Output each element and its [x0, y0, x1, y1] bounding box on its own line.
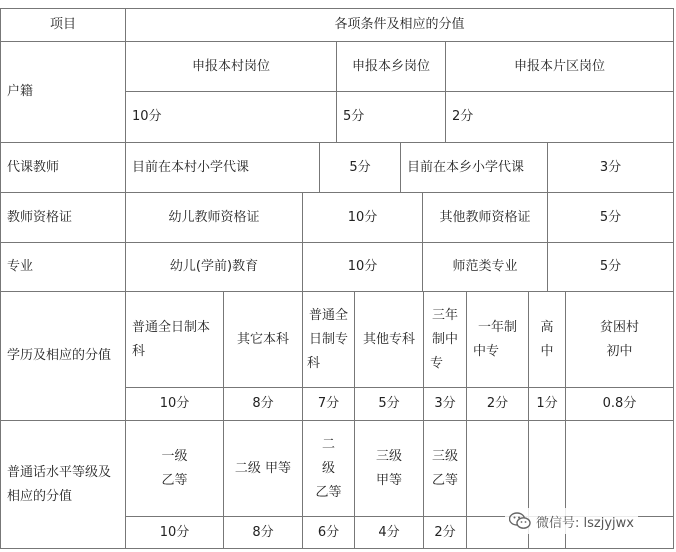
xueli-level-5-line-2: 制中: [431, 331, 458, 347]
putonghua-label-line-1: 普通话水平等级及: [7, 464, 112, 480]
huji-score-3: 2分: [445, 91, 674, 143]
putonghua-empty-1: [466, 420, 529, 517]
daike-cond-2: 目前在本乡小学代课: [400, 142, 548, 193]
daike-score-1: 5分: [319, 142, 401, 193]
xueli-score-8: 0.8分: [565, 387, 674, 421]
huji-col-3: 申报本片区岗位: [445, 41, 674, 92]
huji-label: 户籍: [0, 41, 126, 143]
xueli-level-5-line-1: 三年: [431, 307, 458, 323]
header-conditions: 各项条件及相应的分值: [125, 8, 674, 42]
xueli-level-7-line-2: 中: [540, 343, 554, 359]
xueli-level-6: [466, 291, 529, 388]
putonghua-level-2: 二级 甲等: [223, 420, 303, 517]
xueli-score-3: 7分: [302, 387, 355, 421]
xueli-level-3: [302, 291, 355, 388]
zige-score-1: 10分: [302, 192, 423, 243]
xueli-level-8: [565, 291, 674, 388]
xueli-level-5: [423, 291, 467, 388]
xueli-level-5-line-3: 专: [430, 355, 444, 371]
zige-cond-1: 幼儿教师资格证: [125, 192, 303, 243]
xueli-level-3-line-3: 科: [307, 355, 321, 371]
xueli-score-2: 8分: [223, 387, 303, 421]
putonghua-level-3: [302, 420, 355, 517]
putonghua-level-4-line-2: 甲等: [375, 472, 402, 488]
putonghua-score-1: 10分: [125, 516, 224, 549]
putonghua-level-1-line-1: 一级: [161, 448, 188, 464]
putonghua-score-5: 2分: [423, 516, 467, 549]
wechat-icon: [509, 512, 531, 530]
daike-label: 代课教师: [0, 142, 126, 193]
putonghua-level-3-line-1: 二: [321, 436, 335, 452]
xueli-score-1: 10分: [125, 387, 224, 421]
header-item: 项目: [0, 8, 126, 42]
xueli-level-7: [528, 291, 566, 388]
xueli-level-4: 其他专科: [354, 291, 424, 388]
xueli-level-3-line-2: 日制专: [308, 331, 348, 347]
putonghua-level-3-line-2: 级: [321, 460, 335, 476]
putonghua-label-line-2: 相应的分值: [7, 488, 73, 504]
putonghua-level-4: [354, 420, 424, 517]
putonghua-score-4: 4分: [354, 516, 424, 549]
daike-score-2: 3分: [547, 142, 674, 193]
xueli-score-7: 1分: [528, 387, 566, 421]
watermark-text: 微信号: lszjyjwx: [536, 515, 634, 531]
xueli-level-1-line-1: 普通全日制本: [132, 319, 211, 335]
putonghua-empty-2: [528, 420, 566, 517]
zhuanye-cond-2: 师范类专业: [422, 242, 548, 292]
xueli-label: 学历及相应的分值: [0, 291, 126, 421]
putonghua-level-5-line-1: 三级: [431, 448, 458, 464]
daike-cond-1: 目前在本村小学代课: [125, 142, 320, 193]
xueli-level-2: 其它本科: [223, 291, 303, 388]
huji-score-1: 10分: [125, 91, 337, 143]
xueli-level-8-line-2: 初中: [606, 343, 633, 359]
putonghua-level-5-line-2: 乙等: [431, 472, 458, 488]
zhuanye-label: 专业: [0, 242, 126, 292]
putonghua-empty-3: [565, 420, 674, 517]
xueli-level-6-line-2: 中专: [473, 343, 500, 359]
xueli-level-1-line-2: 科: [132, 343, 146, 359]
putonghua-label: [0, 420, 126, 549]
zhuanye-cond-1: 幼儿(学前)教育: [125, 242, 303, 292]
xueli-score-4: 5分: [354, 387, 424, 421]
putonghua-level-1-line-2: 乙等: [161, 472, 188, 488]
putonghua-level-3-line-3: 乙等: [315, 484, 342, 500]
xueli-level-8-line-1: 贫困村: [599, 319, 639, 335]
huji-col-1: 申报本村岗位: [125, 41, 337, 92]
xueli-level-3-line-1: 普通全: [308, 307, 348, 323]
xueli-level-7-line-1: 高: [540, 319, 554, 335]
xueli-level-6-line-1: 一年制: [477, 319, 517, 335]
zige-score-2: 5分: [547, 192, 674, 243]
xueli-score-6: 2分: [466, 387, 529, 421]
zhuanye-score-1: 10分: [302, 242, 423, 292]
zige-label: 教师资格证: [0, 192, 126, 243]
putonghua-score-3: 6分: [302, 516, 355, 549]
huji-col-2: 申报本乡岗位: [336, 41, 446, 92]
putonghua-level-5: [423, 420, 467, 517]
xueli-score-5: 3分: [423, 387, 467, 421]
zige-cond-2: 其他教师资格证: [422, 192, 548, 243]
zhuanye-score-2: 5分: [547, 242, 674, 292]
xueli-level-1: [125, 291, 224, 388]
huji-score-2: 5分: [336, 91, 446, 143]
watermark: [505, 508, 638, 534]
putonghua-level-1: [125, 420, 224, 517]
putonghua-score-2: 8分: [223, 516, 303, 549]
putonghua-level-4-line-1: 三级: [375, 448, 402, 464]
